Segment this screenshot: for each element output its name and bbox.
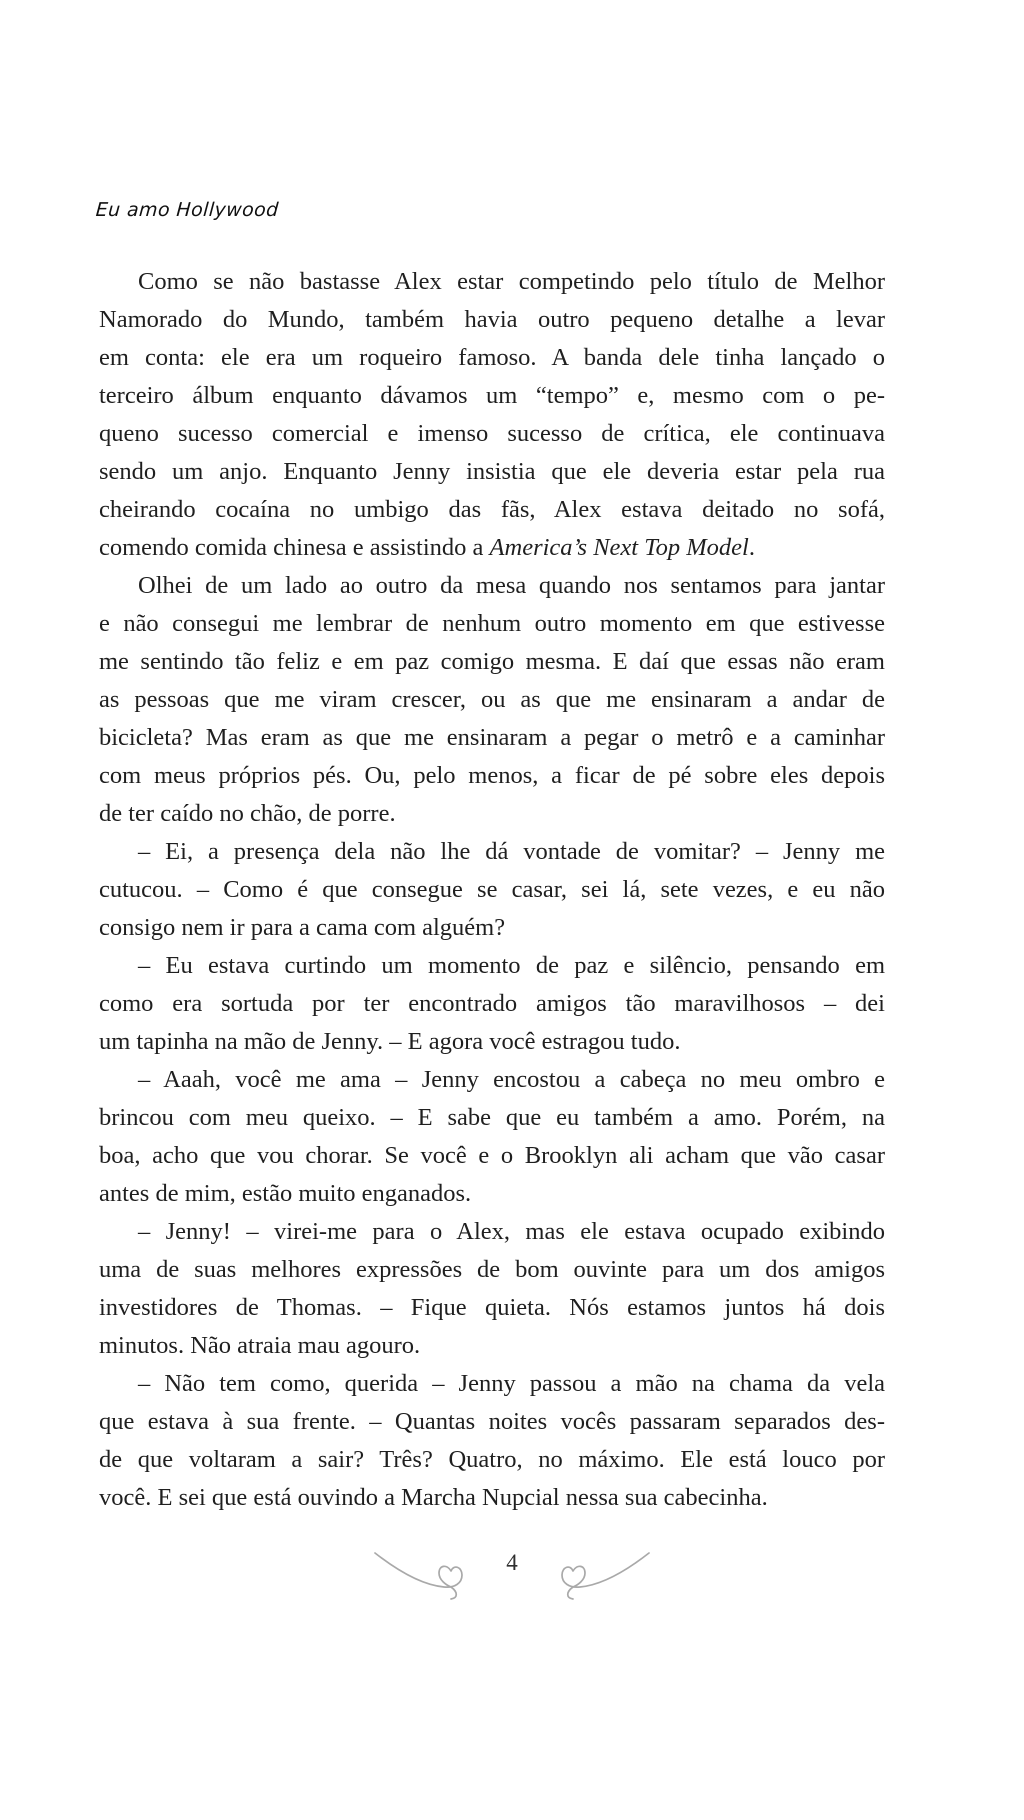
text-line: com meus próprios pés. Ou, pelo menos, a ficar de pé sobre eles depois bbox=[99, 762, 885, 789]
text-line: um tapinha na mão de Jenny. – E agora você estragou tudo. bbox=[99, 1028, 681, 1055]
text-line: terceiro álbum enquanto dávamos um “tempo” e, mesmo com o pe- bbox=[99, 382, 885, 409]
text-line: Namorado do Mundo, também havia outro pequeno detalhe a levar bbox=[99, 306, 885, 333]
text-line: e não consegui me lembrar de nenhum outro momento em que estivesse bbox=[99, 610, 885, 637]
text-line: Olhei de um lado ao outro da mesa quando nos sentamos para jantar bbox=[138, 572, 885, 599]
text-line: queno sucesso comercial e imenso sucesso de crítica, ele continuava bbox=[99, 420, 885, 447]
page-number: 4 bbox=[506, 1550, 518, 1575]
heart-flourish-left-icon bbox=[372, 1545, 492, 1600]
text-line: que estava à sua frente. – Quantas noites vocês passaram separados des- bbox=[99, 1408, 885, 1435]
text-line: cheirando cocaína no umbigo das fãs, Alex estava deitado no sofá, bbox=[99, 496, 885, 523]
text-line: consigo nem ir para a cama com alguém? bbox=[99, 914, 506, 941]
text-line: em conta: ele era um roqueiro famoso. A banda dele tinha lançado o bbox=[99, 344, 885, 371]
text-line: antes de mim, estão muito enganados. bbox=[99, 1180, 472, 1207]
running-header: Eu amo Hollywood bbox=[95, 199, 280, 221]
text-line: – Aaah, você me ama – Jenny encostou a cabeça no meu ombro e bbox=[138, 1066, 885, 1093]
text-line: boa, acho que vou chorar. Se você e o Brooklyn ali acham que vão casar bbox=[99, 1142, 885, 1169]
text-line: me sentindo tão feliz e em paz comigo mesma. E daí que essas não eram bbox=[99, 648, 885, 675]
text-line: você. E sei que está ouvindo a Marcha Nupcial nessa sua cabecinha. bbox=[99, 1484, 768, 1511]
text-line: investidores de Thomas. – Fique quieta. Nós estamos juntos há dois bbox=[99, 1294, 885, 1321]
text-line: – Não tem como, querida – Jenny passou a mão na chama da vela bbox=[138, 1370, 885, 1397]
text-line: de que voltaram a sair? Três? Quatro, no máximo. Ele está louco por bbox=[99, 1446, 885, 1473]
text-line: cutucou. – Como é que consegue se casar, sei lá, sete vezes, e eu não bbox=[99, 876, 885, 903]
text-line: bicicleta? Mas eram as que me ensinaram a pegar o metrô e a caminhar bbox=[99, 724, 885, 751]
text-line: sendo um anjo. Enquanto Jenny insistia que ele deveria estar pela rua bbox=[99, 458, 885, 485]
text-line: – Jenny! – virei-me para o Alex, mas ele estava ocupado exibindo bbox=[138, 1218, 885, 1245]
text-line: minutos. Não atraia mau agouro. bbox=[99, 1332, 421, 1359]
page-footer bbox=[0, 1545, 1024, 1600]
text-line: comendo comida chinesa e assistindo a America’s Next Top Model. bbox=[99, 534, 755, 561]
text-line: – Eu estava curtindo um momento de paz e silêncio, pensando em bbox=[138, 952, 885, 979]
text-line: uma de suas melhores expressões de bom ouvinte para um dos amigos bbox=[99, 1256, 885, 1283]
heart-flourish-right-icon bbox=[532, 1545, 652, 1600]
text-line: Como se não bastasse Alex estar competindo pelo título de Melhor bbox=[138, 268, 885, 295]
text-line: de ter caído no chão, de porre. bbox=[99, 800, 396, 827]
text-line: – Ei, a presença dela não lhe dá vontade de vomitar? – Jenny me bbox=[138, 838, 885, 865]
text-line: as pessoas que me viram crescer, ou as que me ensinaram a andar de bbox=[99, 686, 885, 713]
text-line: brincou com meu queixo. – E sabe que eu também a amo. Porém, na bbox=[99, 1104, 885, 1131]
body-text bbox=[99, 263, 885, 1517]
text-line: como era sortuda por ter encontrado amigos tão maravilhosos – dei bbox=[99, 990, 885, 1017]
